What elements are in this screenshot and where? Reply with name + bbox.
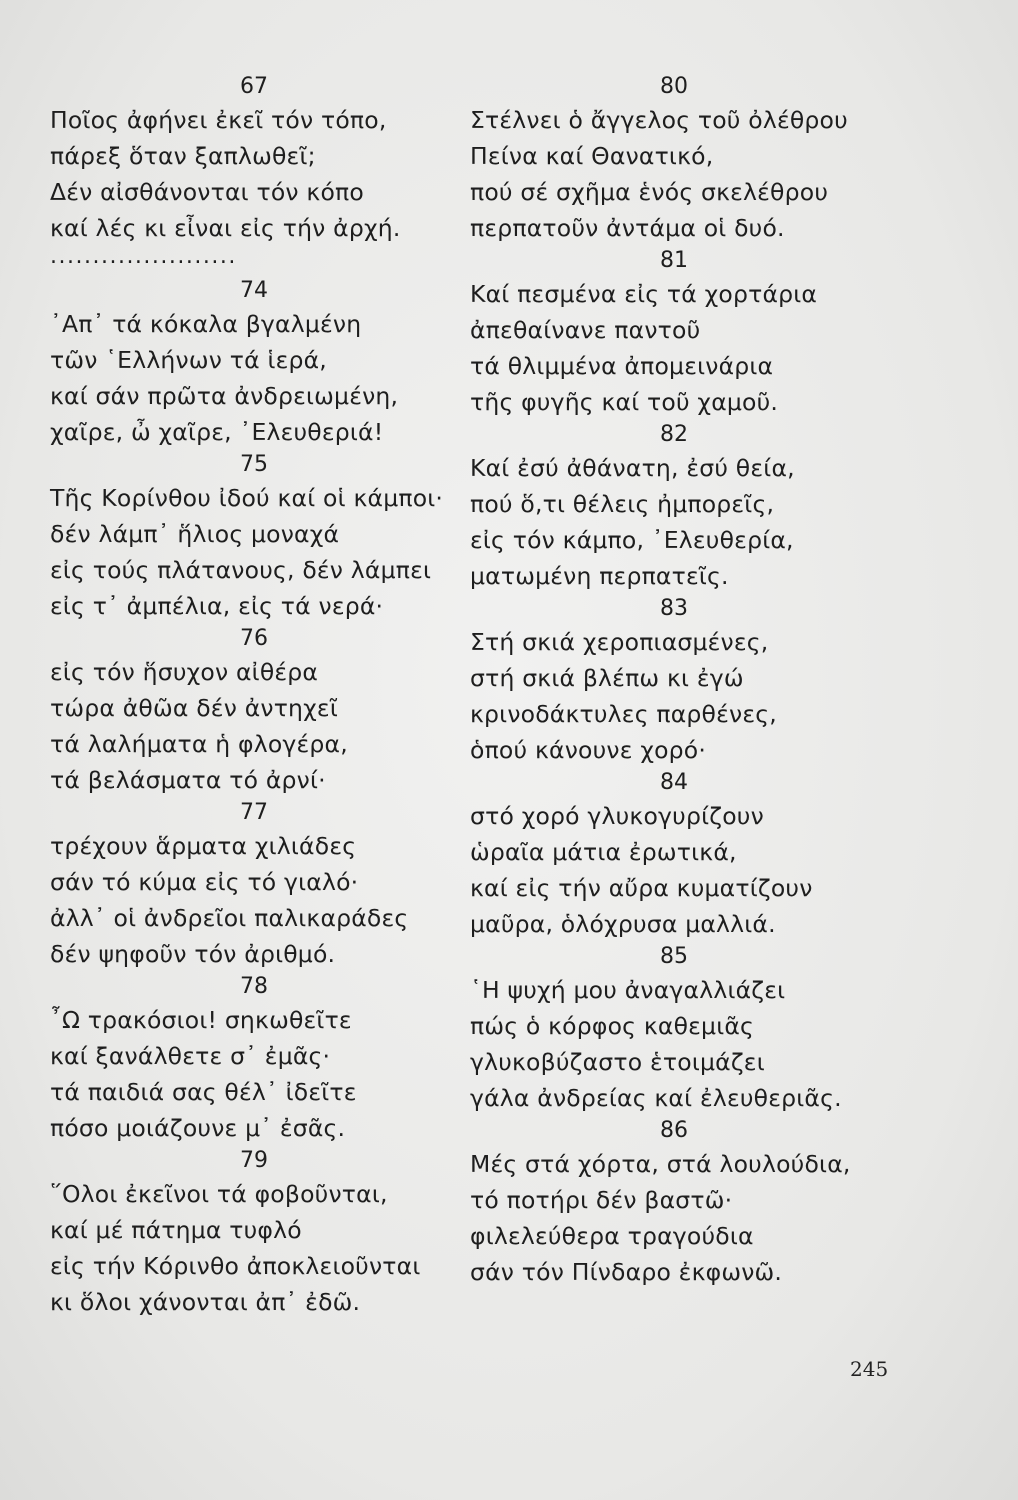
stanza-number: 84 — [660, 770, 688, 795]
verse-line: εἰς τόν ἥσυχον αἰθέρα — [50, 658, 319, 686]
stanza-number: 82 — [660, 422, 688, 447]
verse-line: καί μέ πάτημα τυφλό — [50, 1216, 302, 1244]
stanza-number: 83 — [660, 596, 688, 621]
verse-line: σάν τό κύμα εἰς τό γιαλό· — [50, 868, 359, 896]
verse-line: Στή σκιά χεροπιασμένες, — [470, 628, 769, 656]
verse-line: ἀλλ᾿ οἱ ἀνδρεῖοι παλικαράδες — [50, 904, 409, 932]
stanza-number: 81 — [660, 248, 688, 273]
stanza — [50, 624, 470, 798]
verse-line: Πείνα καί Θανατικό, — [470, 142, 714, 170]
stanza-number: 76 — [240, 626, 268, 651]
verse-line: δέν λάμπ᾿ ἥλιος μοναχά — [50, 520, 340, 548]
stanza — [470, 942, 890, 1116]
stanza — [470, 246, 890, 420]
verse-line: Στέλνει ὁ ἄγγελος τοῦ ὀλέθρου — [470, 106, 848, 134]
stanza-number: 78 — [240, 974, 268, 999]
verse-line: Καί ἐσύ ἀθάνατη, ἐσύ θεία, — [470, 454, 795, 482]
verse-line: καί σάν πρῶτα ἀνδρειωμένη, — [50, 382, 399, 410]
verse-line: χαῖρε, ὦ χαῖρε, ᾿Ελευθεριά! — [50, 418, 384, 446]
verse-line: ᾿Απ᾿ τά κόκαλα βγαλμένη — [50, 310, 362, 338]
verse-line: καί ξανάλθετε σ᾿ ἐμᾶς· — [50, 1042, 331, 1070]
verse-line: εἰς τήν Κόρινθο ἀποκλειοῦνται — [50, 1252, 421, 1280]
stanza — [50, 1146, 470, 1320]
verse-line: Ποῖος ἀφήνει ἐκεῖ τόν τόπο, — [50, 106, 387, 134]
stanza — [50, 450, 470, 624]
verse-line: εἰς τόν κάμπο, ᾿Ελευθερία, — [470, 526, 794, 554]
stanza — [50, 72, 470, 246]
verse-line: ὁπού κάνουνε χορό· — [470, 736, 707, 764]
verse-line: πού σέ σχῆμα ἑνός σκελέθρου — [470, 178, 829, 206]
verse-line: γλυκοβύζαστο ἑτοιμάζει — [470, 1048, 765, 1076]
verse-line: δέν ψηφοῦν τόν ἀριθμό. — [50, 940, 336, 968]
stanza-number: 77 — [240, 800, 268, 825]
stanza — [50, 972, 470, 1146]
left-column — [50, 72, 470, 1320]
verse-line: καί λές κι εἶναι εἰς τήν ἀρχή. — [50, 214, 401, 242]
stanza — [470, 1116, 890, 1290]
stanza — [470, 72, 890, 246]
verse-line: τά θλιμμένα ἀπομεινάρια — [470, 352, 774, 380]
verse-line: περπατοῦν ἀντάμα οἱ δυό. — [470, 214, 785, 242]
verse-line: τῆς φυγῆς καί τοῦ χαμοῦ. — [470, 388, 779, 416]
stanza-number: 75 — [240, 452, 268, 477]
ellipsis-separator: ...................... — [50, 244, 237, 269]
verse-line: Δέν αἰσθάνονται τόν κόπο — [50, 178, 364, 206]
stanza-number: 79 — [240, 1148, 268, 1173]
stanza — [470, 594, 890, 768]
verse-line: Μές στά χόρτα, στά λουλούδια, — [470, 1150, 851, 1178]
verse-line: ἀπεθαίνανε παντοῦ — [470, 316, 701, 344]
stanza — [50, 798, 470, 972]
verse-line: τά λαλήματα ἡ φλογέρα, — [50, 730, 348, 758]
verse-line: πού ὅ,τι θέλεις ἠμπορεῖς, — [470, 490, 775, 518]
verse-line: τό ποτήρι δέν βαστῶ· — [470, 1186, 733, 1214]
verse-line: εἰς τ᾿ ἀμπέλια, εἰς τά νερά· — [50, 592, 384, 620]
verse-line: ῾Η ψυχή μου ἀναγαλλιάζει — [470, 976, 786, 1004]
verse-line: ματωμένη περπατεῖς. — [470, 562, 729, 590]
verse-line: σάν τόν Πίνδαρο ἐκφωνῶ. — [470, 1258, 783, 1286]
verse-line: τώρα ἀθῶα δέν ἀντηχεῖ — [50, 694, 338, 722]
verse-line: ὡραῖα μάτια ἐρωτικά, — [470, 838, 737, 866]
right-column — [470, 72, 890, 1290]
verse-line: ῏Ω τρακόσιοι! σηκωθεῖτε — [50, 1006, 352, 1034]
verse-line: τῶν ῾Ελλήνων τά ἱερά, — [50, 346, 327, 374]
stanza-number: 80 — [660, 74, 688, 99]
verse-line: κι ὅλοι χάνονται ἀπ᾿ ἐδῶ. — [50, 1288, 361, 1316]
stanza-number: 86 — [660, 1118, 688, 1143]
verse-line: πόσο μοιάζουνε μ᾿ ἐσᾶς. — [50, 1114, 346, 1142]
verse-line: τά παιδιά σας θέλ᾿ ἰδεῖτε — [50, 1078, 357, 1106]
verse-line: φιλελεύθερα τραγούδια — [470, 1222, 754, 1250]
stanza-number: 85 — [660, 944, 688, 969]
verse-line: μαῦρα, ὁλόχρυσα μαλλιά. — [470, 910, 776, 938]
verse-line: τά βελάσματα τό ἀρνί· — [50, 766, 326, 794]
verse-line: εἰς τούς πλάτανους, δέν λάμπει — [50, 556, 432, 584]
stanza-number: 67 — [240, 74, 268, 99]
verse-line: ῞Ολοι ἐκεῖνοι τά φοβοῦνται, — [50, 1180, 388, 1208]
verse-line: Καί πεσμένα εἰς τά χορτάρια — [470, 280, 818, 308]
verse-line: στή σκιά βλέπω κι ἐγώ — [470, 664, 744, 692]
verse-line: τρέχουν ἅρματα χιλιάδες — [50, 832, 357, 860]
stanza — [470, 768, 890, 942]
verse-line: Τῆς Κορίνθου ἰδού καί οἱ κάμποι· — [50, 484, 444, 512]
verse-line: γάλα ἀνδρείας καί ἐλευθεριᾶς. — [470, 1084, 842, 1112]
verse-line: κρινοδάκτυλες παρθένες, — [470, 700, 777, 728]
verse-line: πώς ὁ κόρφος καθεμιᾶς — [470, 1012, 755, 1040]
verse-line: πάρεξ ὅταν ξαπλωθεῖ; — [50, 142, 316, 170]
stanza — [50, 276, 470, 450]
verse-line: στό χορό γλυκογυρίζουν — [470, 802, 764, 830]
page-number: 245 — [850, 1357, 889, 1381]
verse-line: καί εἰς τήν αὔρα κυματίζουν — [470, 874, 813, 902]
stanza — [470, 420, 890, 594]
stanza-number: 74 — [240, 278, 268, 303]
